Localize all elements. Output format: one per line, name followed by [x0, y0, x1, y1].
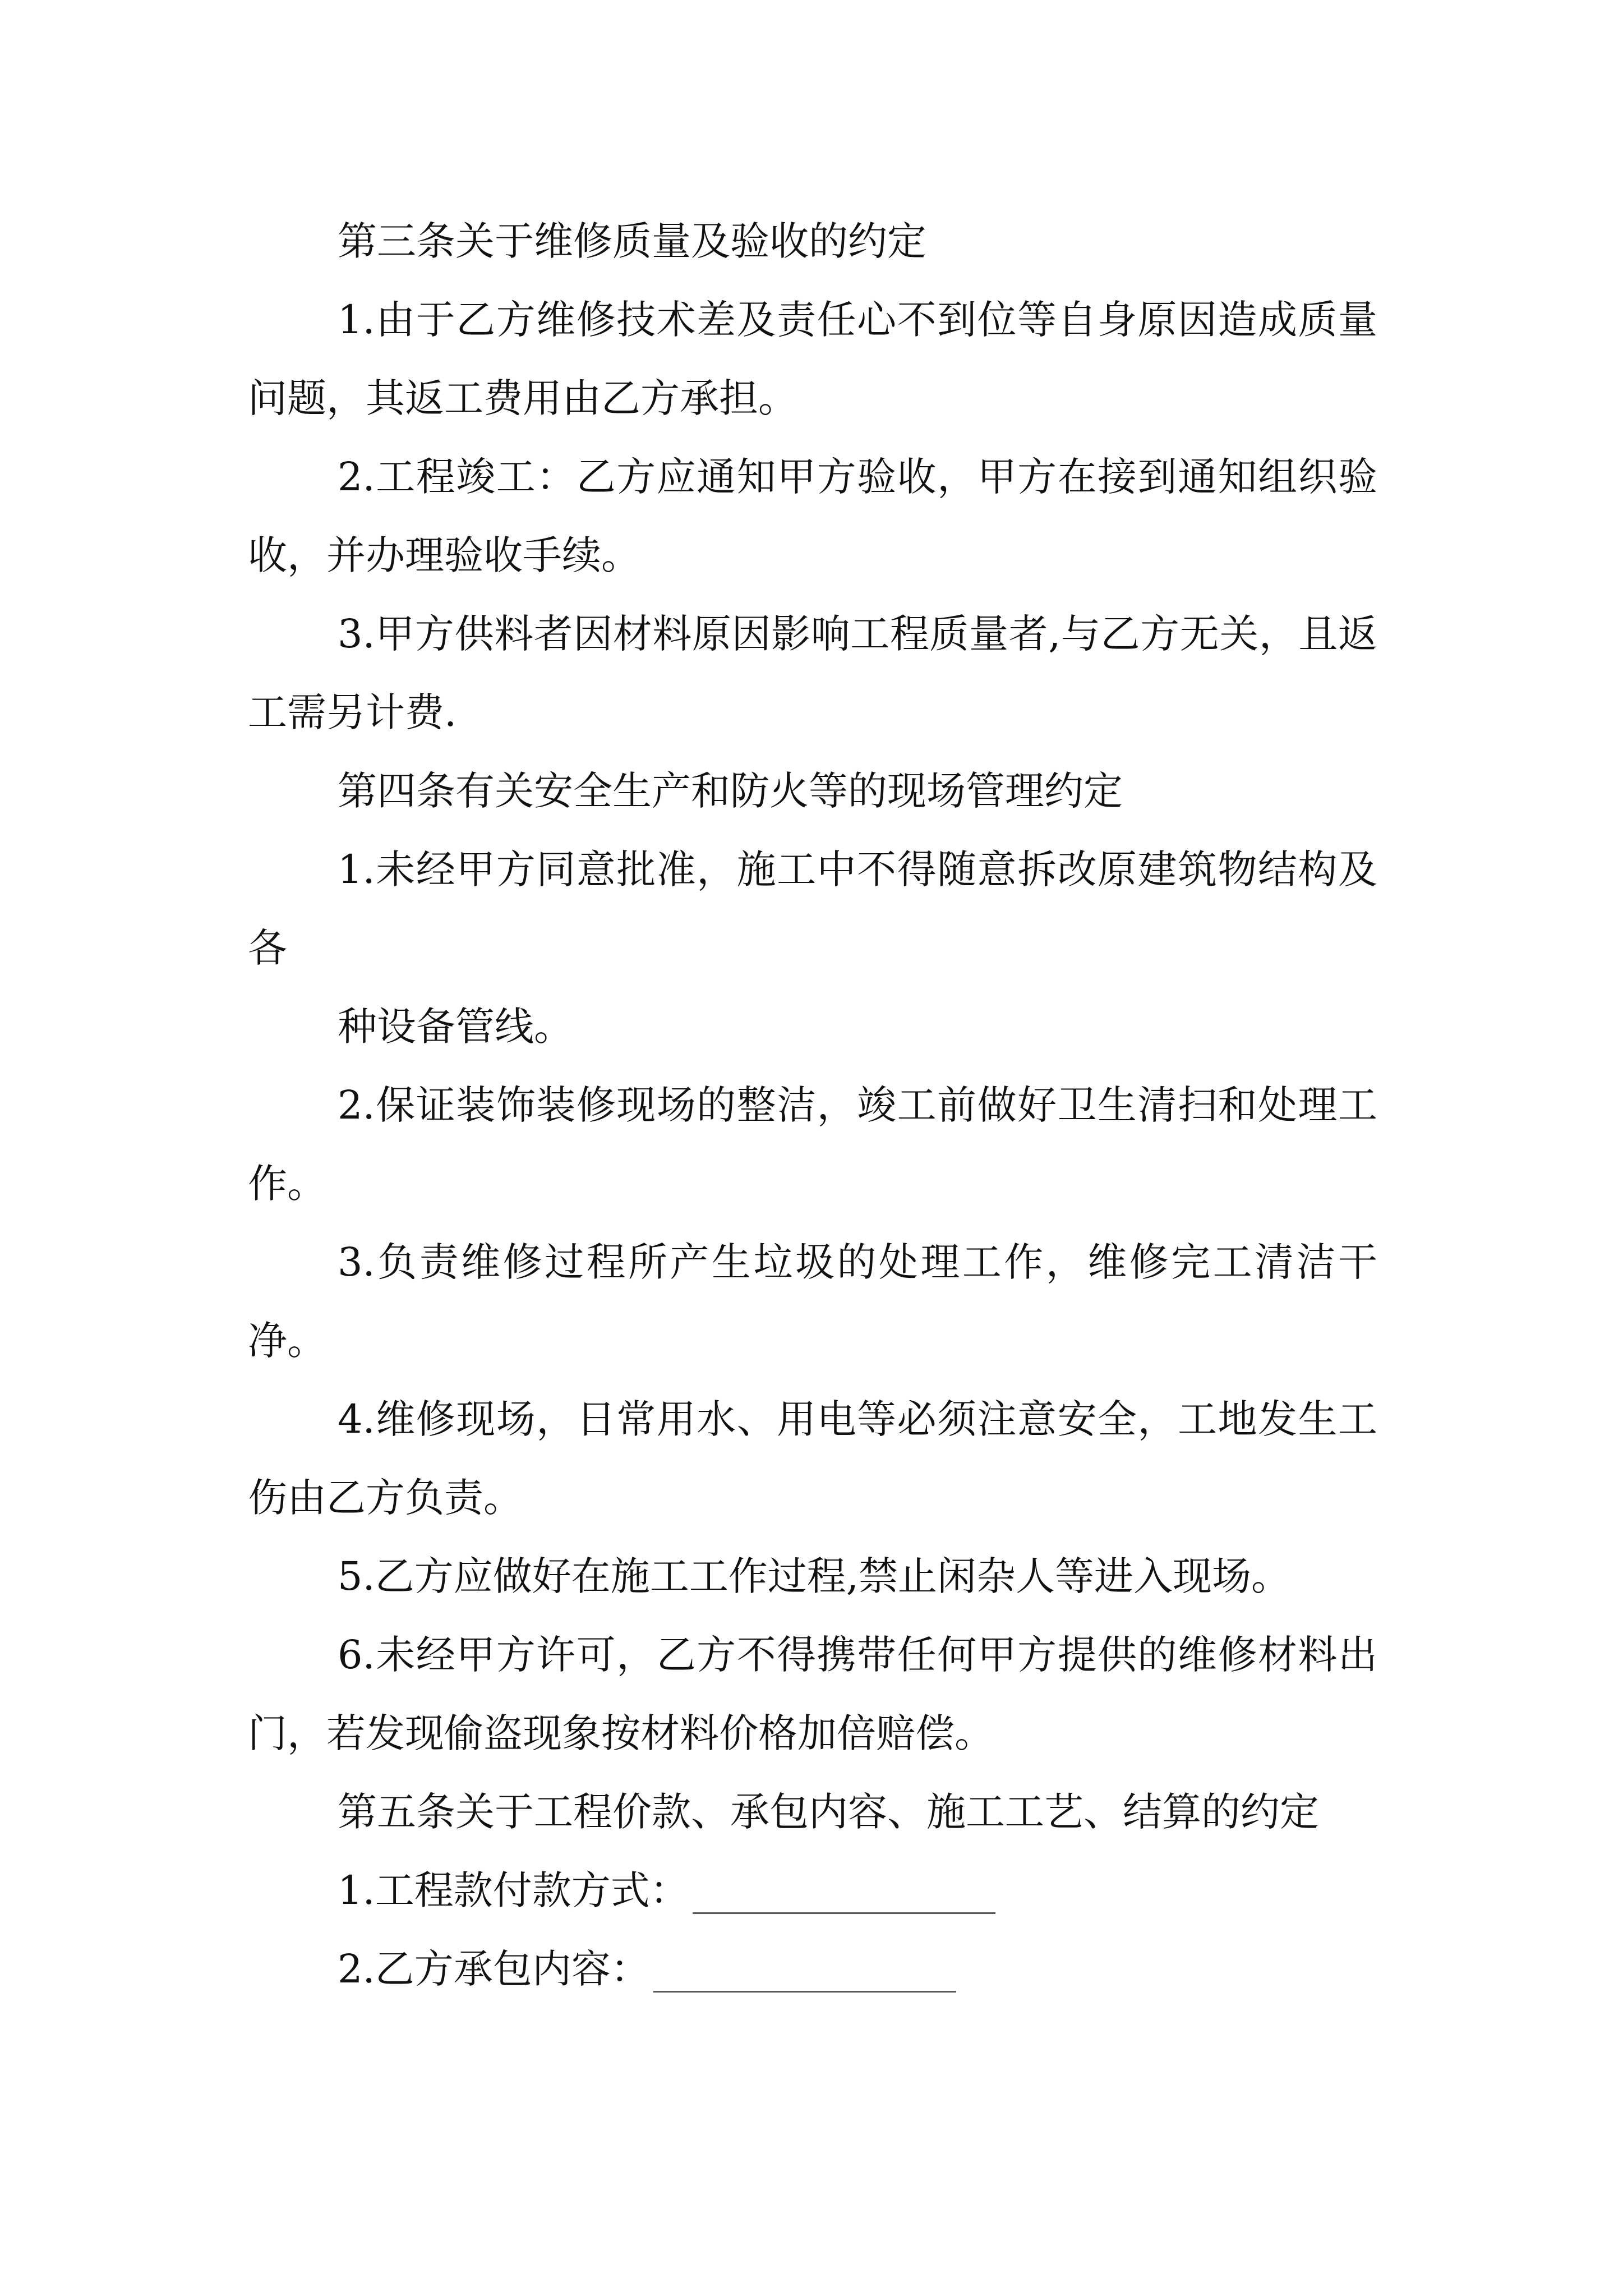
contract-scope-blank-line[interactable]: [653, 1989, 956, 1993]
article-5-item-2: [248, 1930, 1377, 2008]
article-4-item-1: 1.未经甲方同意批准，施工中不得随意拆改原建筑物结构及各: [248, 846, 1377, 971]
payment-method-blank-line[interactable]: [693, 1910, 995, 1914]
article-4-item-6: 6.未经甲方许可，乙方不得携带任何甲方提供的维修材料出门，若发现偷盗现象按材料价格加倍赔偿。: [248, 1632, 1377, 1756]
article-4-item-5: 5.乙方应做好在施工工作过程,禁止闲杂人等进入现场。: [338, 1553, 1291, 1599]
article-5-heading: 第五条关于工程价款、承包内容、施工工艺、结算的约定: [338, 1789, 1319, 1835]
article-4-item-3: 3.负责维修过程所产生垃圾的处理工作，维修完工清洁干净。: [248, 1239, 1377, 1364]
article-4-item-4: 4.维修现场，日常用水、用电等必须注意安全，工地发生工伤由乙方负责。: [248, 1396, 1377, 1521]
article-3-item-1: 1.由于乙方维修技术差及责任心不到位等自身原因造成质量问题，其返工费用由乙方承担。: [248, 297, 1377, 421]
article-4-item-1-continued: 种设备管线。: [338, 1004, 573, 1050]
article-3-heading: 第三条关于维修质量及验收的约定: [338, 218, 926, 264]
contract-scope-label: 2.乙方承包内容：: [338, 1946, 650, 1992]
payment-method-label: 1.工程款付款方式：: [338, 1867, 689, 1913]
article-3-item-3: 3.甲方供料者因材料原因影响工程质量者,与乙方无关，且返工需另计费.: [248, 611, 1377, 735]
article-4-item-2: 2.保证装饰装修现场的整洁，竣工前做好卫生清扫和处理工作。: [248, 1082, 1377, 1207]
article-5-item-1: [248, 1851, 1377, 1930]
article-3-item-2: 2.工程竣工：乙方应通知甲方验收，甲方在接到通知组织验收，并办理验收手续。: [248, 454, 1377, 578]
article-4-heading: 第四条有关安全生产和防火等的现场管理约定: [338, 768, 1123, 814]
document-page: [248, 202, 1377, 2008]
